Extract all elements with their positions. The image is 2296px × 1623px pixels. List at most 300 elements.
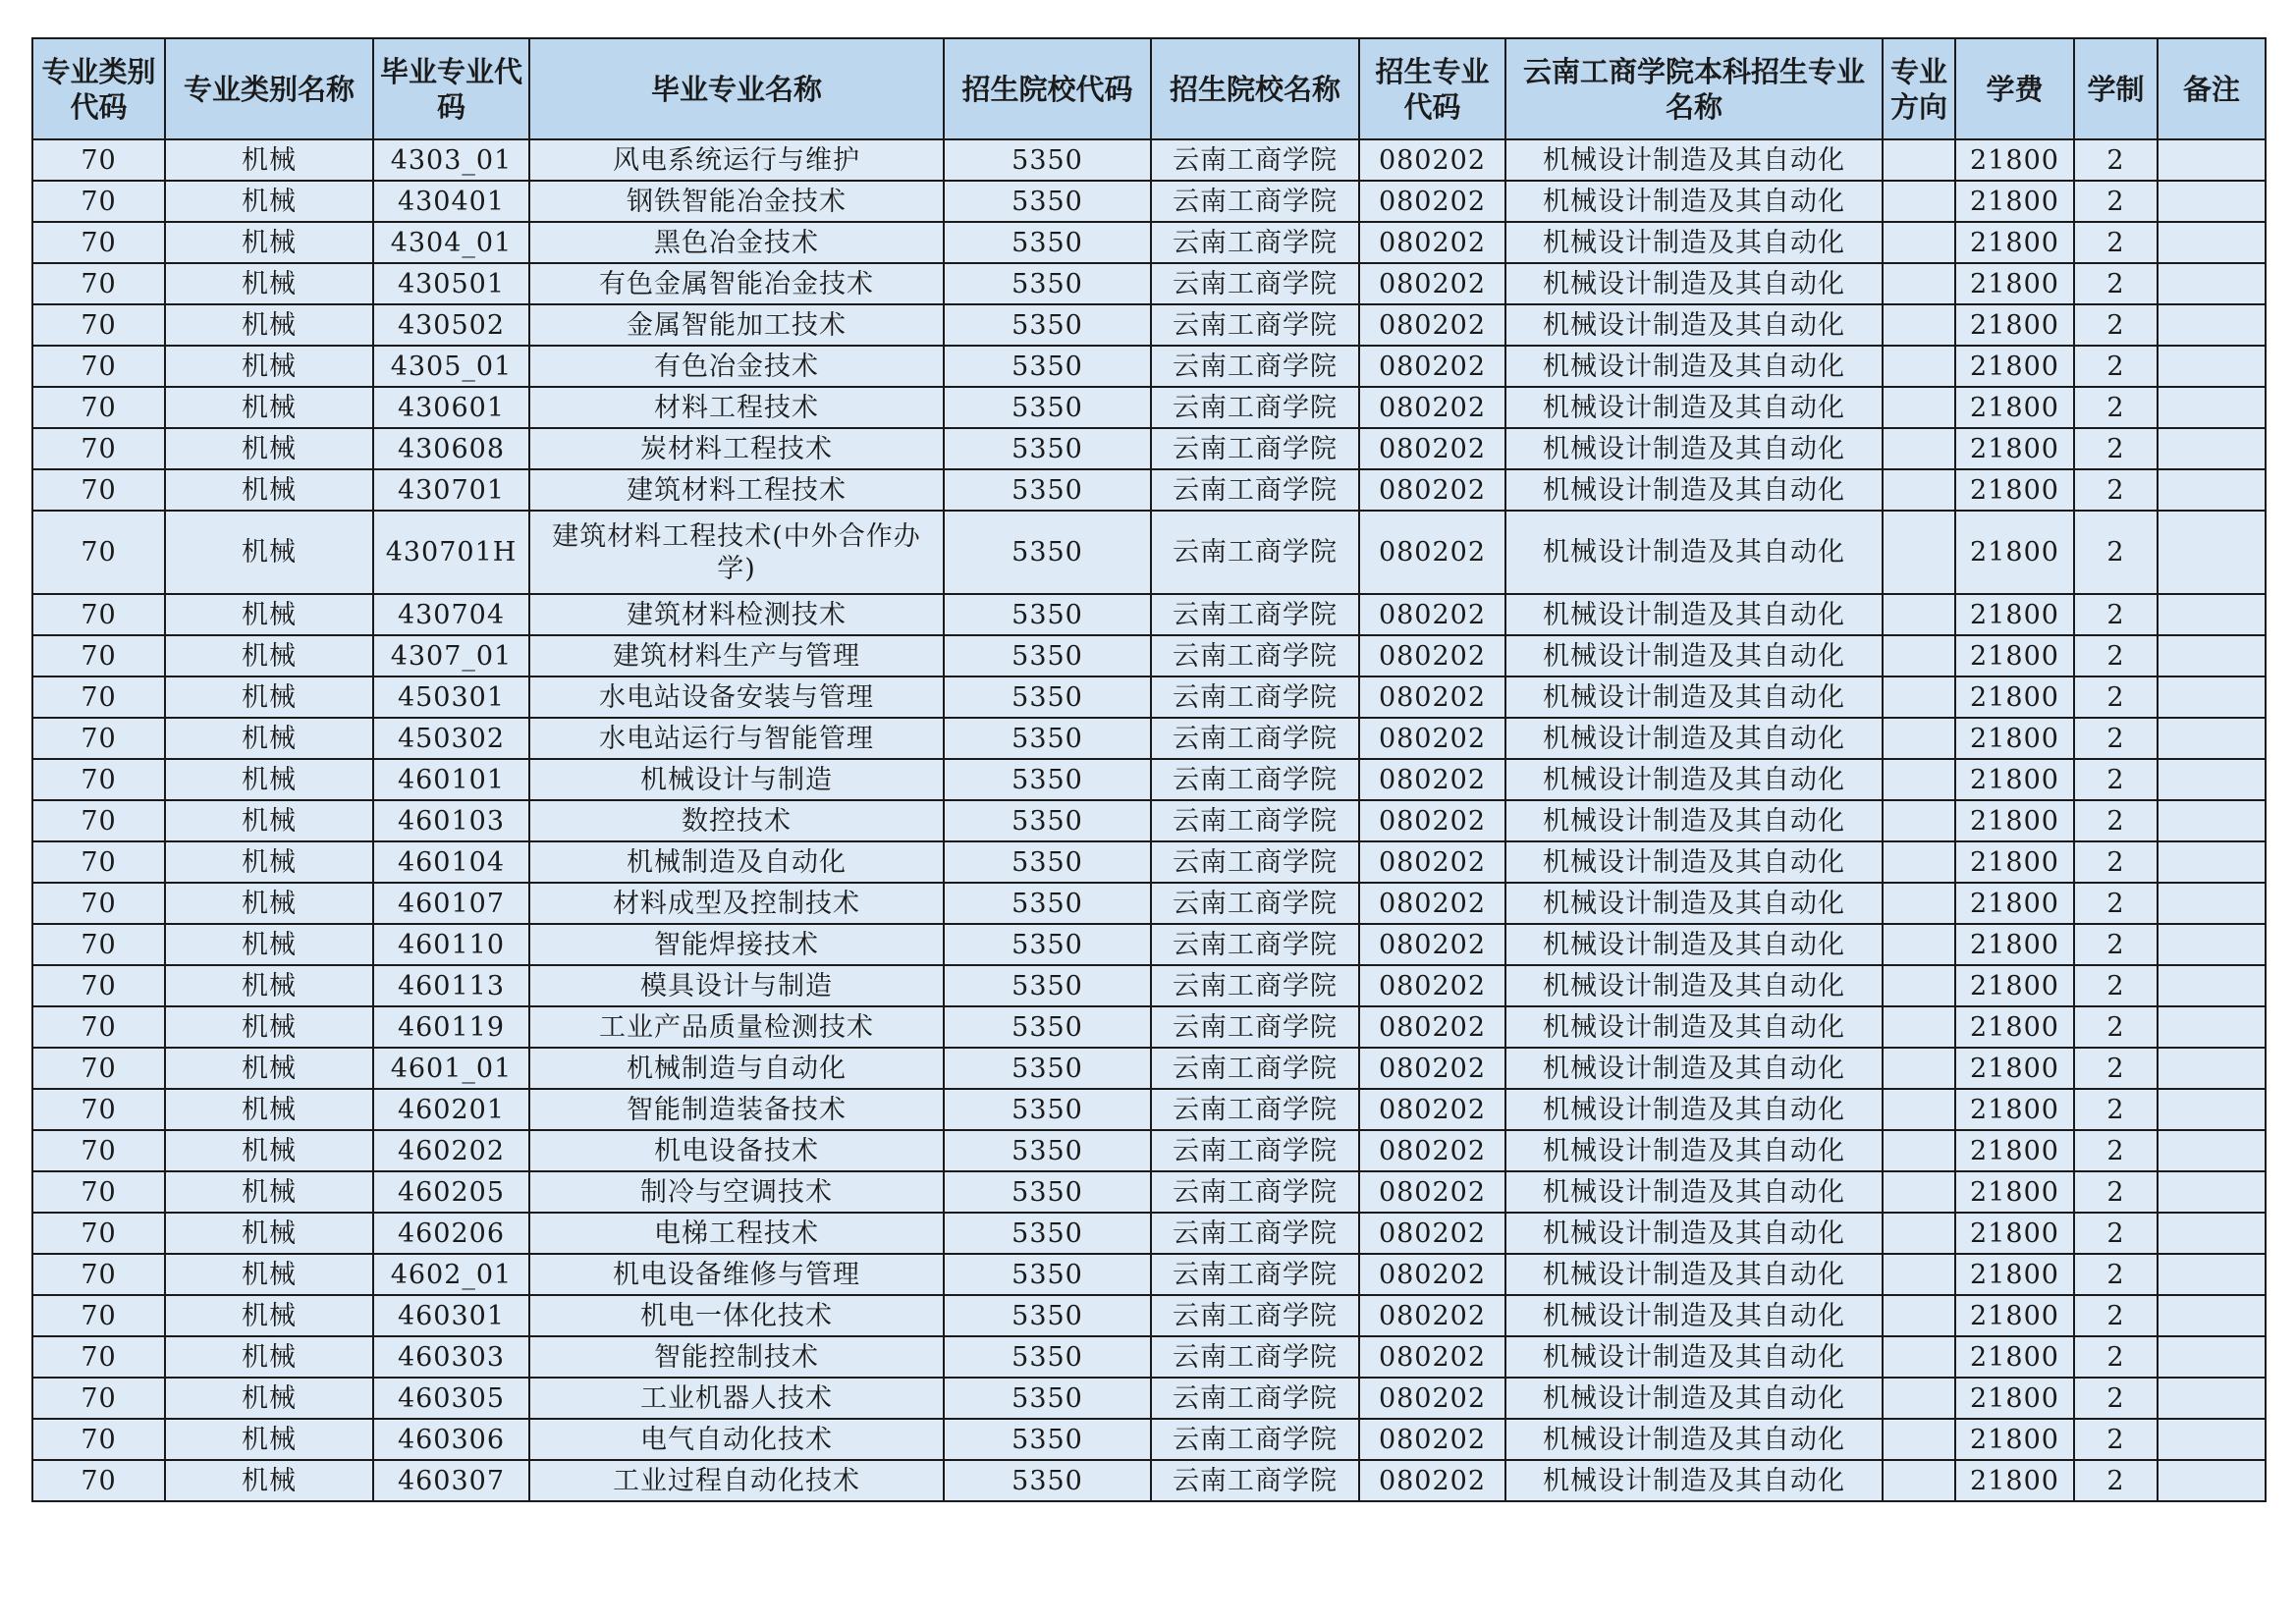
direction-cell xyxy=(1883,1130,1955,1171)
graduate-major-name-cell: 数控技术 xyxy=(529,800,944,841)
graduate-major-code-cell: 4601_01 xyxy=(373,1048,529,1089)
tuition-cell: 21800 xyxy=(1955,304,2074,346)
direction-cell xyxy=(1883,1460,1955,1501)
category-name-cell: 机械 xyxy=(165,428,373,469)
school-name-cell: 云南工商学院 xyxy=(1151,181,1359,222)
school-code-cell: 5350 xyxy=(944,511,1151,594)
major-table xyxy=(31,37,2267,1502)
category-code-cell: 70 xyxy=(32,511,165,594)
enroll-major-name-cell: 机械设计制造及其自动化 xyxy=(1505,139,1883,181)
school-code-cell: 5350 xyxy=(944,1006,1151,1048)
table-row xyxy=(32,428,2266,469)
col-header-graduate-major-code: 毕业专业代码 xyxy=(373,38,529,139)
direction-cell xyxy=(1883,965,1955,1006)
enroll-major-name-cell: 机械设计制造及其自动化 xyxy=(1505,387,1883,428)
duration-cell: 2 xyxy=(2074,1419,2158,1460)
category-code-cell: 70 xyxy=(32,263,165,304)
category-name-cell: 机械 xyxy=(165,1295,373,1336)
graduate-major-code-cell: 460305 xyxy=(373,1378,529,1419)
enroll-major-code-cell: 080202 xyxy=(1359,304,1505,346)
graduate-major-name-cell: 工业机器人技术 xyxy=(529,1378,944,1419)
notes-cell xyxy=(2158,841,2266,883)
school-name-cell: 云南工商学院 xyxy=(1151,718,1359,759)
table-row xyxy=(32,1048,2266,1089)
notes-cell xyxy=(2158,346,2266,387)
school-code-cell: 5350 xyxy=(944,1336,1151,1378)
graduate-major-code-cell: 460103 xyxy=(373,800,529,841)
enroll-major-name-cell: 机械设计制造及其自动化 xyxy=(1505,1006,1883,1048)
direction-cell xyxy=(1883,428,1955,469)
school-name-cell: 云南工商学院 xyxy=(1151,222,1359,263)
duration-cell: 2 xyxy=(2074,1089,2158,1130)
duration-cell: 2 xyxy=(2074,759,2158,800)
tuition-cell: 21800 xyxy=(1955,387,2074,428)
graduate-major-name-cell: 建筑材料检测技术 xyxy=(529,594,944,635)
notes-cell xyxy=(2158,263,2266,304)
duration-cell: 2 xyxy=(2074,139,2158,181)
category-name-cell: 机械 xyxy=(165,1213,373,1254)
direction-cell xyxy=(1883,924,1955,965)
graduate-major-name-cell: 材料工程技术 xyxy=(529,387,944,428)
school-name-cell: 云南工商学院 xyxy=(1151,800,1359,841)
category-name-cell: 机械 xyxy=(165,841,373,883)
table-row xyxy=(32,965,2266,1006)
graduate-major-code-cell: 430501 xyxy=(373,263,529,304)
category-name-cell: 机械 xyxy=(165,1419,373,1460)
direction-cell xyxy=(1883,1171,1955,1213)
duration-cell: 2 xyxy=(2074,428,2158,469)
category-code-cell: 70 xyxy=(32,469,165,511)
table-row xyxy=(32,1130,2266,1171)
duration-cell: 2 xyxy=(2074,511,2158,594)
notes-cell xyxy=(2158,1419,2266,1460)
graduate-major-code-cell: 460101 xyxy=(373,759,529,800)
col-header-direction: 专业方向 xyxy=(1883,38,1955,139)
notes-cell xyxy=(2158,1378,2266,1419)
duration-cell: 2 xyxy=(2074,718,2158,759)
graduate-major-name-cell: 水电站设备安装与管理 xyxy=(529,676,944,718)
category-name-cell: 机械 xyxy=(165,800,373,841)
graduate-major-name-cell: 机械设计与制造 xyxy=(529,759,944,800)
school-code-cell: 5350 xyxy=(944,841,1151,883)
enroll-major-name-cell: 机械设计制造及其自动化 xyxy=(1505,924,1883,965)
graduate-major-name-cell: 炭材料工程技术 xyxy=(529,428,944,469)
category-name-cell: 机械 xyxy=(165,965,373,1006)
col-header-category-code: 专业类别代码 xyxy=(32,38,165,139)
graduate-major-code-cell: 460119 xyxy=(373,1006,529,1048)
enroll-major-code-cell: 080202 xyxy=(1359,1213,1505,1254)
school-code-cell: 5350 xyxy=(944,759,1151,800)
table-row xyxy=(32,346,2266,387)
school-code-cell: 5350 xyxy=(944,883,1151,924)
enroll-major-code-cell: 080202 xyxy=(1359,387,1505,428)
table-row xyxy=(32,263,2266,304)
enroll-major-code-cell: 080202 xyxy=(1359,1048,1505,1089)
graduate-major-code-cell: 4303_01 xyxy=(373,139,529,181)
tuition-cell: 21800 xyxy=(1955,1089,2074,1130)
category-name-cell: 机械 xyxy=(165,181,373,222)
graduate-major-name-cell: 机电设备维修与管理 xyxy=(529,1254,944,1295)
school-code-cell: 5350 xyxy=(944,924,1151,965)
notes-cell xyxy=(2158,965,2266,1006)
category-name-cell: 机械 xyxy=(165,1460,373,1501)
category-name-cell: 机械 xyxy=(165,387,373,428)
school-name-cell: 云南工商学院 xyxy=(1151,1048,1359,1089)
direction-cell xyxy=(1883,222,1955,263)
enroll-major-name-cell: 机械设计制造及其自动化 xyxy=(1505,1460,1883,1501)
school-code-cell: 5350 xyxy=(944,676,1151,718)
enroll-major-name-cell: 机械设计制造及其自动化 xyxy=(1505,800,1883,841)
category-name-cell: 机械 xyxy=(165,676,373,718)
category-code-cell: 70 xyxy=(32,676,165,718)
school-code-cell: 5350 xyxy=(944,222,1151,263)
notes-cell xyxy=(2158,304,2266,346)
category-code-cell: 70 xyxy=(32,1254,165,1295)
notes-cell xyxy=(2158,1336,2266,1378)
category-code-cell: 70 xyxy=(32,759,165,800)
duration-cell: 2 xyxy=(2074,635,2158,676)
notes-cell xyxy=(2158,1295,2266,1336)
category-code-cell: 70 xyxy=(32,428,165,469)
direction-cell xyxy=(1883,1419,1955,1460)
table-row xyxy=(32,1171,2266,1213)
school-name-cell: 云南工商学院 xyxy=(1151,1089,1359,1130)
enroll-major-code-cell: 080202 xyxy=(1359,594,1505,635)
school-name-cell: 云南工商学院 xyxy=(1151,1171,1359,1213)
notes-cell xyxy=(2158,469,2266,511)
school-code-cell: 5350 xyxy=(944,387,1151,428)
tuition-cell: 21800 xyxy=(1955,139,2074,181)
col-header-category-name: 专业类别名称 xyxy=(165,38,373,139)
notes-cell xyxy=(2158,924,2266,965)
school-name-cell: 云南工商学院 xyxy=(1151,387,1359,428)
school-code-cell: 5350 xyxy=(944,139,1151,181)
school-name-cell: 云南工商学院 xyxy=(1151,1213,1359,1254)
school-name-cell: 云南工商学院 xyxy=(1151,759,1359,800)
category-code-cell: 70 xyxy=(32,304,165,346)
duration-cell: 2 xyxy=(2074,1048,2158,1089)
category-name-cell: 机械 xyxy=(165,469,373,511)
table-row xyxy=(32,511,2266,594)
notes-cell xyxy=(2158,1048,2266,1089)
tuition-cell: 21800 xyxy=(1955,594,2074,635)
enroll-major-name-cell: 机械设计制造及其自动化 xyxy=(1505,883,1883,924)
tuition-cell: 21800 xyxy=(1955,1130,2074,1171)
graduate-major-name-cell: 黑色冶金技术 xyxy=(529,222,944,263)
enroll-major-code-cell: 080202 xyxy=(1359,1336,1505,1378)
graduate-major-name-cell: 建筑材料工程技术(中外合作办学) xyxy=(529,511,944,594)
duration-cell: 2 xyxy=(2074,1336,2158,1378)
school-code-cell: 5350 xyxy=(944,1295,1151,1336)
direction-cell xyxy=(1883,1006,1955,1048)
table-row xyxy=(32,841,2266,883)
school-code-cell: 5350 xyxy=(944,346,1151,387)
notes-cell xyxy=(2158,635,2266,676)
graduate-major-name-cell: 机械制造与自动化 xyxy=(529,1048,944,1089)
school-code-cell: 5350 xyxy=(944,718,1151,759)
table-row xyxy=(32,469,2266,511)
direction-cell xyxy=(1883,387,1955,428)
category-name-cell: 机械 xyxy=(165,1048,373,1089)
table-row xyxy=(32,1006,2266,1048)
direction-cell xyxy=(1883,469,1955,511)
notes-cell xyxy=(2158,718,2266,759)
tuition-cell: 21800 xyxy=(1955,800,2074,841)
table-row xyxy=(32,1295,2266,1336)
notes-cell xyxy=(2158,1254,2266,1295)
enroll-major-code-cell: 080202 xyxy=(1359,635,1505,676)
category-code-cell: 70 xyxy=(32,222,165,263)
school-code-cell: 5350 xyxy=(944,594,1151,635)
enroll-major-name-cell: 机械设计制造及其自动化 xyxy=(1505,635,1883,676)
table-row xyxy=(32,635,2266,676)
notes-cell xyxy=(2158,1460,2266,1501)
school-code-cell: 5350 xyxy=(944,1048,1151,1089)
enroll-major-code-cell: 080202 xyxy=(1359,511,1505,594)
graduate-major-name-cell: 机电一体化技术 xyxy=(529,1295,944,1336)
graduate-major-code-cell: 460201 xyxy=(373,1089,529,1130)
graduate-major-name-cell: 建筑材料生产与管理 xyxy=(529,635,944,676)
enroll-major-name-cell: 机械设计制造及其自动化 xyxy=(1505,263,1883,304)
col-header-enroll-major-code: 招生专业代码 xyxy=(1359,38,1505,139)
direction-cell xyxy=(1883,1048,1955,1089)
school-code-cell: 5350 xyxy=(944,428,1151,469)
notes-cell xyxy=(2158,1130,2266,1171)
duration-cell: 2 xyxy=(2074,1254,2158,1295)
graduate-major-code-cell: 450302 xyxy=(373,718,529,759)
duration-cell: 2 xyxy=(2074,1295,2158,1336)
duration-cell: 2 xyxy=(2074,800,2158,841)
tuition-cell: 21800 xyxy=(1955,676,2074,718)
direction-cell xyxy=(1883,304,1955,346)
category-code-cell: 70 xyxy=(32,800,165,841)
graduate-major-code-cell: 430701 xyxy=(373,469,529,511)
graduate-major-name-cell: 智能控制技术 xyxy=(529,1336,944,1378)
category-name-cell: 机械 xyxy=(165,883,373,924)
notes-cell xyxy=(2158,222,2266,263)
school-name-cell: 云南工商学院 xyxy=(1151,594,1359,635)
tuition-cell: 21800 xyxy=(1955,1336,2074,1378)
notes-cell xyxy=(2158,387,2266,428)
graduate-major-code-cell: 460110 xyxy=(373,924,529,965)
tuition-cell: 21800 xyxy=(1955,222,2074,263)
tuition-cell: 21800 xyxy=(1955,263,2074,304)
category-code-cell: 70 xyxy=(32,841,165,883)
table-row xyxy=(32,1254,2266,1295)
tuition-cell: 21800 xyxy=(1955,965,2074,1006)
graduate-major-name-cell: 电梯工程技术 xyxy=(529,1213,944,1254)
direction-cell xyxy=(1883,181,1955,222)
category-name-cell: 机械 xyxy=(165,346,373,387)
enroll-major-name-cell: 机械设计制造及其自动化 xyxy=(1505,1295,1883,1336)
table-row xyxy=(32,1419,2266,1460)
graduate-major-code-cell: 4304_01 xyxy=(373,222,529,263)
graduate-major-code-cell: 4602_01 xyxy=(373,1254,529,1295)
category-name-cell: 机械 xyxy=(165,924,373,965)
school-name-cell: 云南工商学院 xyxy=(1151,1130,1359,1171)
school-code-cell: 5350 xyxy=(944,1378,1151,1419)
graduate-major-code-cell: 460303 xyxy=(373,1336,529,1378)
direction-cell xyxy=(1883,511,1955,594)
tuition-cell: 21800 xyxy=(1955,1254,2074,1295)
col-header-duration: 学制 xyxy=(2074,38,2158,139)
enroll-major-code-cell: 080202 xyxy=(1359,139,1505,181)
table-row xyxy=(32,1336,2266,1378)
table-row xyxy=(32,594,2266,635)
enroll-major-code-cell: 080202 xyxy=(1359,965,1505,1006)
category-code-cell: 70 xyxy=(32,1130,165,1171)
direction-cell xyxy=(1883,139,1955,181)
notes-cell xyxy=(2158,759,2266,800)
table-row xyxy=(32,1460,2266,1501)
tuition-cell: 21800 xyxy=(1955,883,2074,924)
school-name-cell: 云南工商学院 xyxy=(1151,346,1359,387)
duration-cell: 2 xyxy=(2074,181,2158,222)
category-code-cell: 70 xyxy=(32,387,165,428)
graduate-major-code-cell: 430502 xyxy=(373,304,529,346)
enroll-major-code-cell: 080202 xyxy=(1359,924,1505,965)
category-name-cell: 机械 xyxy=(165,263,373,304)
direction-cell xyxy=(1883,635,1955,676)
enroll-major-code-cell: 080202 xyxy=(1359,1460,1505,1501)
graduate-major-name-cell: 有色冶金技术 xyxy=(529,346,944,387)
enroll-major-name-cell: 机械设计制造及其自动化 xyxy=(1505,1130,1883,1171)
enroll-major-name-cell: 机械设计制造及其自动化 xyxy=(1505,304,1883,346)
graduate-major-name-cell: 风电系统运行与维护 xyxy=(529,139,944,181)
tuition-cell: 21800 xyxy=(1955,841,2074,883)
school-code-cell: 5350 xyxy=(944,1254,1151,1295)
school-name-cell: 云南工商学院 xyxy=(1151,1254,1359,1295)
enroll-major-code-cell: 080202 xyxy=(1359,1295,1505,1336)
category-code-cell: 70 xyxy=(32,1295,165,1336)
school-name-cell: 云南工商学院 xyxy=(1151,635,1359,676)
enroll-major-name-cell: 机械设计制造及其自动化 xyxy=(1505,469,1883,511)
graduate-major-name-cell: 工业产品质量检测技术 xyxy=(529,1006,944,1048)
category-code-cell: 70 xyxy=(32,139,165,181)
table-row xyxy=(32,800,2266,841)
enroll-major-code-cell: 080202 xyxy=(1359,1419,1505,1460)
category-code-cell: 70 xyxy=(32,718,165,759)
tuition-cell: 21800 xyxy=(1955,635,2074,676)
col-header-notes: 备注 xyxy=(2158,38,2266,139)
school-code-cell: 5350 xyxy=(944,1089,1151,1130)
table-row xyxy=(32,718,2266,759)
graduate-major-code-cell: 460206 xyxy=(373,1213,529,1254)
school-name-cell: 云南工商学院 xyxy=(1151,841,1359,883)
enroll-major-code-cell: 080202 xyxy=(1359,800,1505,841)
enroll-major-name-cell: 机械设计制造及其自动化 xyxy=(1505,511,1883,594)
duration-cell: 2 xyxy=(2074,1171,2158,1213)
enroll-major-name-cell: 机械设计制造及其自动化 xyxy=(1505,594,1883,635)
graduate-major-name-cell: 智能制造装备技术 xyxy=(529,1089,944,1130)
enroll-major-name-cell: 机械设计制造及其自动化 xyxy=(1505,1089,1883,1130)
category-code-cell: 70 xyxy=(32,1171,165,1213)
notes-cell xyxy=(2158,1171,2266,1213)
graduate-major-code-cell: 430701H xyxy=(373,511,529,594)
category-name-cell: 机械 xyxy=(165,1171,373,1213)
graduate-major-code-cell: 430601 xyxy=(373,387,529,428)
category-name-cell: 机械 xyxy=(165,635,373,676)
enroll-major-code-cell: 080202 xyxy=(1359,1254,1505,1295)
category-code-cell: 70 xyxy=(32,1378,165,1419)
enroll-major-name-cell: 机械设计制造及其自动化 xyxy=(1505,676,1883,718)
duration-cell: 2 xyxy=(2074,346,2158,387)
graduate-major-name-cell: 模具设计与制造 xyxy=(529,965,944,1006)
notes-cell xyxy=(2158,800,2266,841)
school-name-cell: 云南工商学院 xyxy=(1151,139,1359,181)
notes-cell xyxy=(2158,883,2266,924)
category-name-cell: 机械 xyxy=(165,1336,373,1378)
category-code-cell: 70 xyxy=(32,1089,165,1130)
duration-cell: 2 xyxy=(2074,469,2158,511)
category-code-cell: 70 xyxy=(32,1213,165,1254)
duration-cell: 2 xyxy=(2074,1460,2158,1501)
direction-cell xyxy=(1883,1089,1955,1130)
enroll-major-code-cell: 080202 xyxy=(1359,1089,1505,1130)
school-code-cell: 5350 xyxy=(944,1419,1151,1460)
enroll-major-name-cell: 机械设计制造及其自动化 xyxy=(1505,1254,1883,1295)
duration-cell: 2 xyxy=(2074,841,2158,883)
category-name-cell: 机械 xyxy=(165,304,373,346)
graduate-major-code-cell: 460307 xyxy=(373,1460,529,1501)
category-code-cell: 70 xyxy=(32,181,165,222)
direction-cell xyxy=(1883,263,1955,304)
school-code-cell: 5350 xyxy=(944,1171,1151,1213)
tuition-cell: 21800 xyxy=(1955,1213,2074,1254)
graduate-major-name-cell: 智能焊接技术 xyxy=(529,924,944,965)
notes-cell xyxy=(2158,428,2266,469)
graduate-major-code-cell: 460205 xyxy=(373,1171,529,1213)
table-row xyxy=(32,1378,2266,1419)
school-name-cell: 云南工商学院 xyxy=(1151,511,1359,594)
enroll-major-code-cell: 080202 xyxy=(1359,1006,1505,1048)
category-code-cell: 70 xyxy=(32,1006,165,1048)
notes-cell xyxy=(2158,676,2266,718)
category-name-cell: 机械 xyxy=(165,139,373,181)
school-code-cell: 5350 xyxy=(944,181,1151,222)
tuition-cell: 21800 xyxy=(1955,1171,2074,1213)
school-name-cell: 云南工商学院 xyxy=(1151,1378,1359,1419)
graduate-major-name-cell: 电气自动化技术 xyxy=(529,1419,944,1460)
enroll-major-name-cell: 机械设计制造及其自动化 xyxy=(1505,1378,1883,1419)
graduate-major-code-cell: 460306 xyxy=(373,1419,529,1460)
duration-cell: 2 xyxy=(2074,1213,2158,1254)
direction-cell xyxy=(1883,1213,1955,1254)
tuition-cell: 21800 xyxy=(1955,469,2074,511)
school-name-cell: 云南工商学院 xyxy=(1151,676,1359,718)
category-code-cell: 70 xyxy=(32,1336,165,1378)
duration-cell: 2 xyxy=(2074,883,2158,924)
graduate-major-code-cell: 430401 xyxy=(373,181,529,222)
col-header-tuition: 学费 xyxy=(1955,38,2074,139)
tuition-cell: 21800 xyxy=(1955,1419,2074,1460)
notes-cell xyxy=(2158,594,2266,635)
duration-cell: 2 xyxy=(2074,676,2158,718)
enroll-major-code-cell: 080202 xyxy=(1359,346,1505,387)
category-name-cell: 机械 xyxy=(165,594,373,635)
tuition-cell: 21800 xyxy=(1955,1006,2074,1048)
tuition-cell: 21800 xyxy=(1955,1048,2074,1089)
enroll-major-name-cell: 机械设计制造及其自动化 xyxy=(1505,718,1883,759)
category-code-cell: 70 xyxy=(32,635,165,676)
direction-cell xyxy=(1883,841,1955,883)
direction-cell xyxy=(1883,759,1955,800)
graduate-major-name-cell: 制冷与空调技术 xyxy=(529,1171,944,1213)
category-name-cell: 机械 xyxy=(165,1378,373,1419)
category-code-cell: 70 xyxy=(32,1419,165,1460)
tuition-cell: 21800 xyxy=(1955,1460,2074,1501)
tuition-cell: 21800 xyxy=(1955,428,2074,469)
